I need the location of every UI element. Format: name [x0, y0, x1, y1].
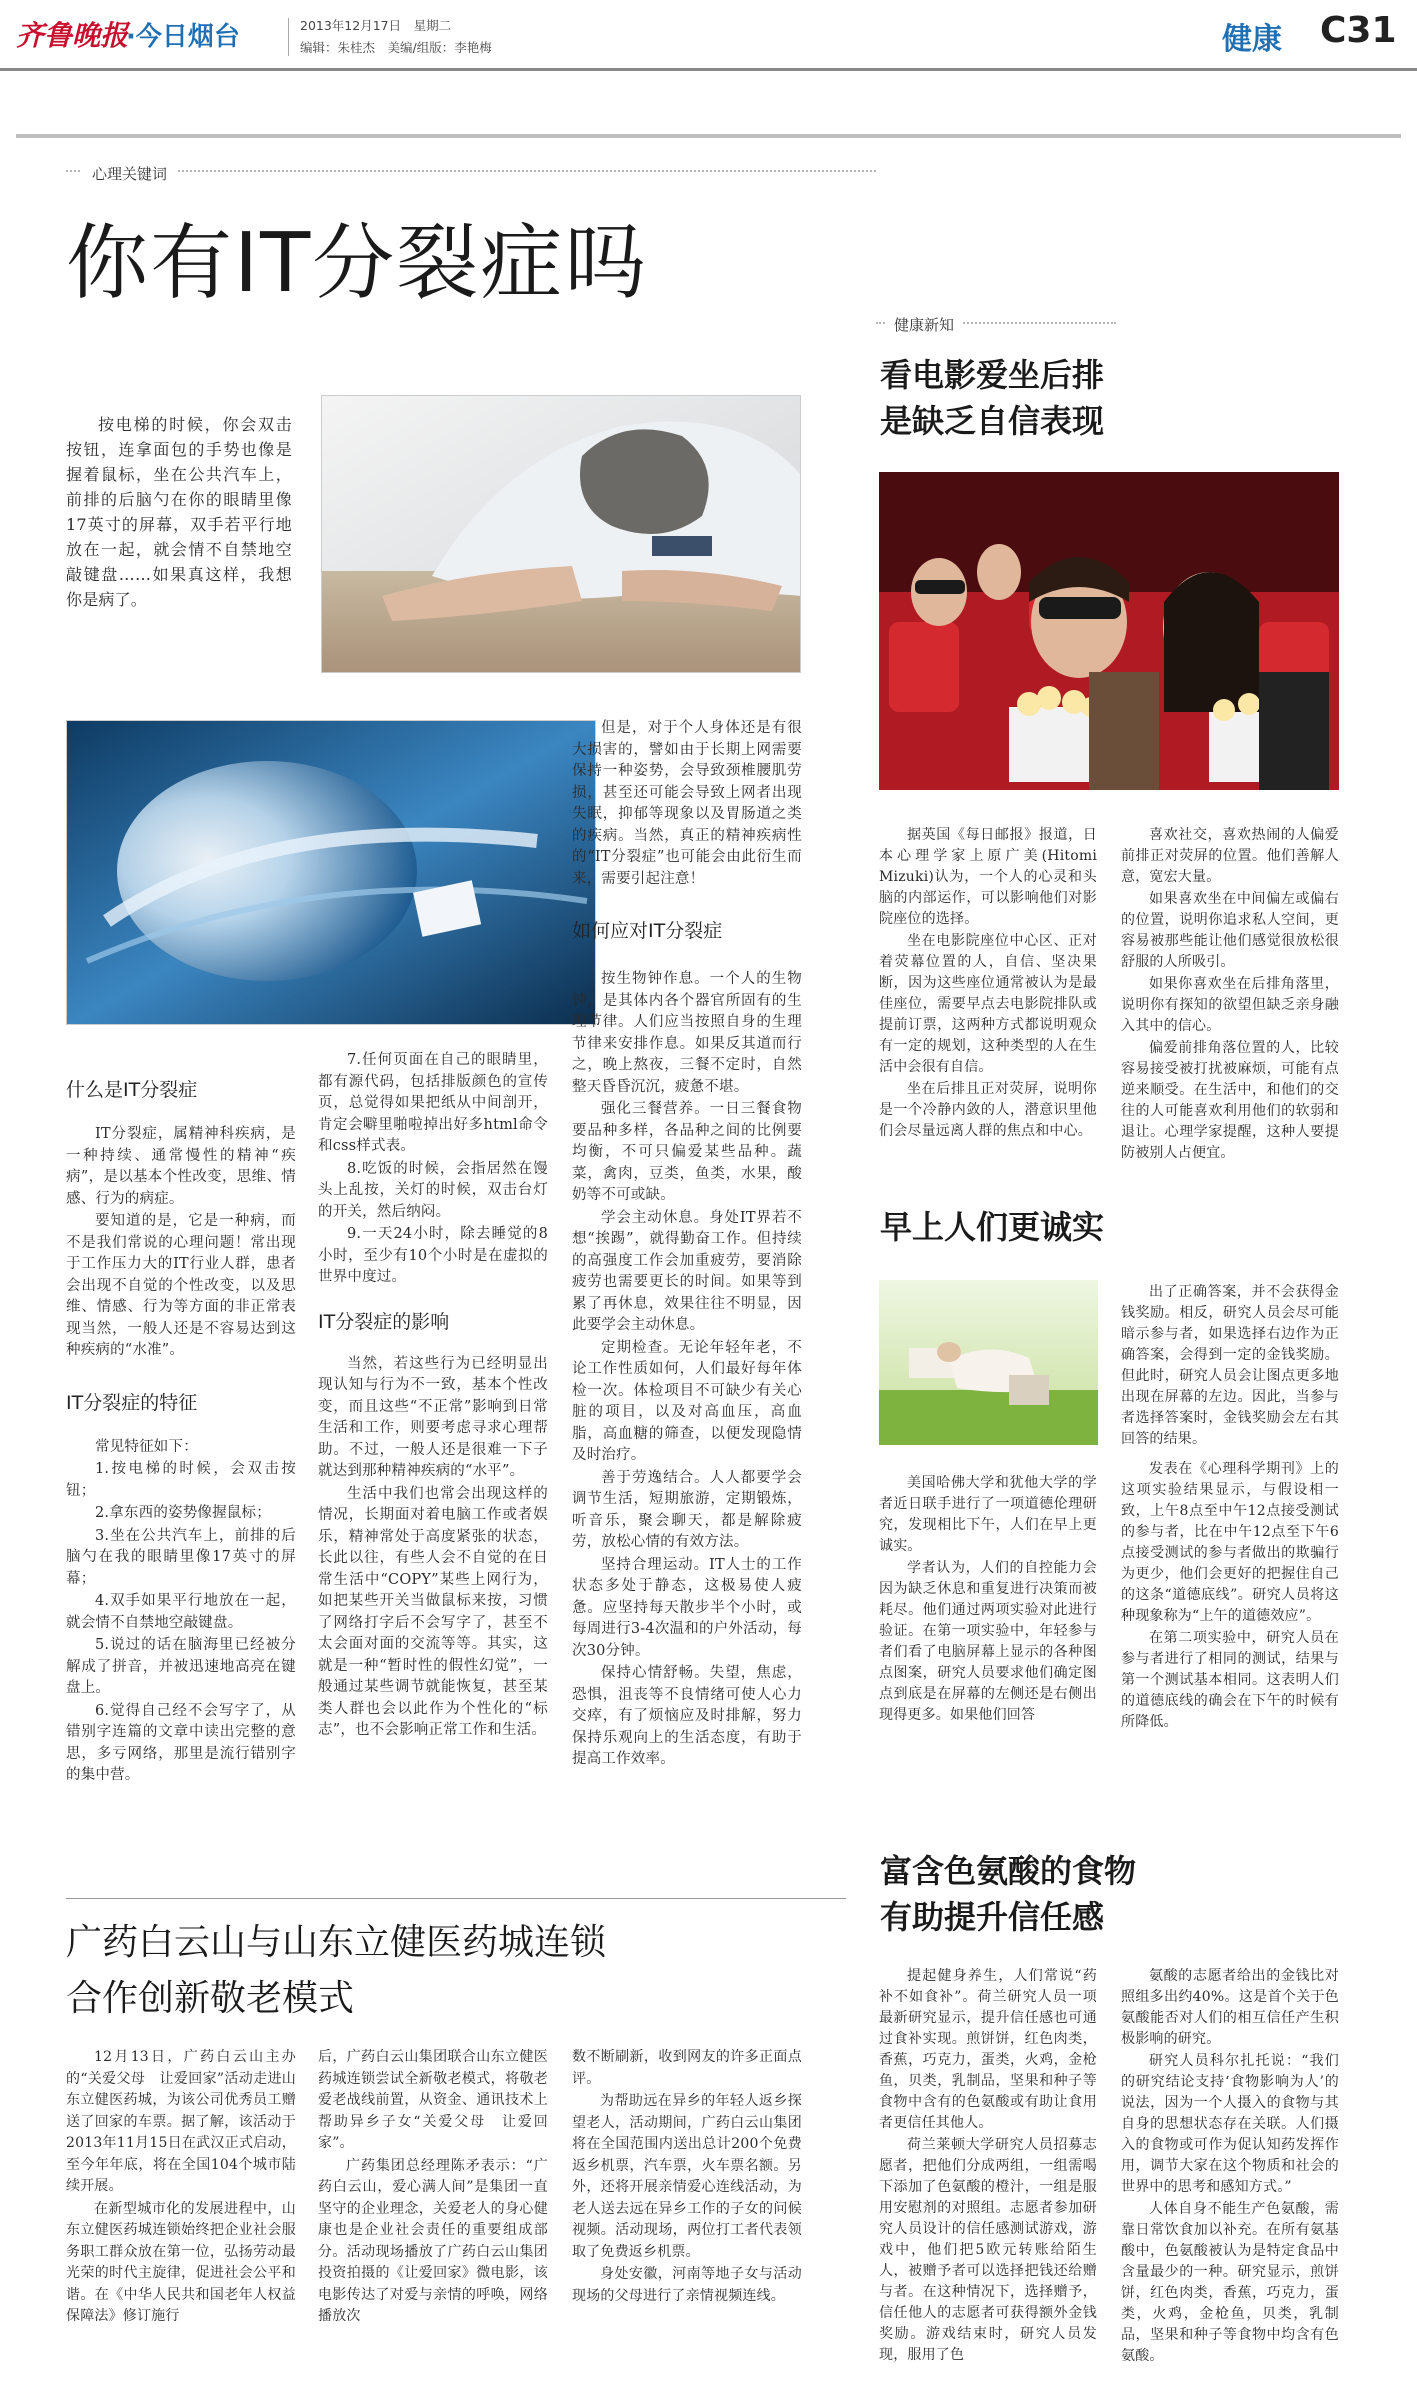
paper-name: 齐鲁晚报 — [16, 19, 129, 52]
cinema-col-right — [1121, 825, 1339, 1165]
effects-continued — [572, 718, 802, 890]
masthead-logo — [16, 14, 128, 54]
paragraph: 4.双手如果平行地放在一起，就会情不自禁地空敲键盘。 — [66, 1593, 296, 1631]
cinema-title-line-2: 是缺乏自信表现 — [880, 402, 1105, 440]
paragraph: 学者认为，人们的自控能力会因为缺乏休息和重复进行决策而被耗尽。他们通过两项实验对此进行验证。在第一项实验中，年轻参与者们看了电脑屏幕上显示的各种图点图案，研究人员要求他们确定图点到底是在屏幕的左侧还是右侧出现得更多。如果他们回答 — [879, 1560, 1097, 1723]
paragraph: 5.说过的话在脑海里已经被分解成了拼音，并被迅速地高亮在键盘上。 — [66, 1637, 296, 1696]
paragraph: 12月13日，广药白云山主办的“关爱父母 让爱回家”活动走进山东立健医药城，为该公司优秀员工赠送了回家的车票。据了解，该活动于2013年11月15日在武汉正式启动，至今年年底，将在全国104个城市陆续开展。 — [66, 2049, 296, 2194]
issue-date — [300, 16, 451, 34]
tryptophan-col-left — [879, 1966, 1097, 2367]
section-body-effects — [318, 1354, 548, 1742]
main-tag: 心理关键词 — [82, 163, 177, 184]
paragraph: 为帮助远在异乡的年轻人返乡探望老人，活动期间，广药白云山集团将在全国范围内送出总计200个免费返乡机票，汽车票，火车票名额。另外，还将开展亲情爱心连线活动，为老人送去远在异乡工作的子女的问候视频。活动现场，两位打工者代表领取了免费返乡机票。 — [572, 2093, 802, 2260]
bottom-divider — [66, 1898, 846, 1899]
paragraph: 偏爱前排角落位置的人，比较容易接受被打扰被麻烦，可能有点逆来顺受。在生活中，和他们的交往的人可能喜欢利用他们的软弱和退让。心理学家提醒，这种人要提防被别人占便宜。 — [1121, 1040, 1339, 1161]
paragraph: 发表在《心理科学期刊》上的这项实验结果显示，与假设相一致，上午8点至中午12点接受测试的参与者，比在中午12点至下午6点接受测试的参与者做出的欺骗行为更少，他们会更好的把握住自己的这条“道德底线”。研究人员将这种现象称为“上午的道德效应”。 — [1121, 1461, 1339, 1624]
paragraph: 学会主动休息。身处IT界若不想“挨踢”，就得勤奋工作。但持续的高强度工作会加重疲劳，要消除疲劳也需要更长的时间。如果等到累了再休息，效果往往不明显，因此要学会主动休息。 — [572, 1209, 802, 1333]
honesty-col-right-top — [1121, 1282, 1339, 1451]
paragraph: 坚持合理运动。IT人士的工作状态多处于静态，这极易使人疲惫。应坚持每天散步半个小时，或每周进行3-4次温和的户外活动，每次30分钟。 — [572, 1556, 802, 1659]
paragraph: 常见特征如下： — [95, 1438, 198, 1455]
tag-rule — [66, 170, 876, 172]
photo-tired-worker — [321, 395, 801, 673]
side-tag: 健康新知 — [886, 314, 962, 335]
main-col-2 — [318, 1050, 548, 1743]
cinema-title-line-1: 看电影爱坐后排 — [880, 356, 1105, 394]
designer-credit: 美编/组版：李艳梅 — [387, 40, 492, 55]
paragraph: IT分裂症，属精神科疾病，是一种持续、通常慢性的精神“疾病”，是以基本个性改变，思维、情感、行为的病症。 — [66, 1126, 296, 1207]
section-body-what — [66, 1124, 296, 1362]
paragraph: 善于劳逸结合。人人都要学会调节生活，短期旅游，定期锻炼，听音乐，聚会聊天，都是解除疲劳，放松心情的有效方法。 — [572, 1469, 802, 1550]
paragraph: 坐在电影院座位中心区、正对着荧幕位置的人，自信、坚决果断，因为这些座位通常被认为是最佳座位，需要早点去电影院排队或提前订票，这两种方式都说明观众有一定的规划，这种类型的人在生活中会很有自信。 — [879, 933, 1097, 1075]
weekday-text: 星期二 — [413, 18, 452, 33]
section-head-effects: IT分裂症的影响 — [318, 1310, 450, 1333]
section-head-what: 什么是IT分裂症 — [66, 1079, 198, 1101]
paragraph: 1.按电梯的时候，会双击按钮； — [66, 1461, 296, 1499]
paragraph: 氨酸的志愿者给出的金钱比对照组多出约40%。这是首个关于色氨酸能否对人们的相互信任产生积极影响的研究。 — [1121, 1968, 1339, 2047]
paragraph: 人体自身不能生产色氨酸，需靠日常饮食加以补充。在所有氨基酸中，色氨酸被认为是特定食品中含量最少的一种。研究显示，煎饼饼，红色肉类，香蕉，巧克力，蛋类，火鸡，金枪鱼，贝类，乳制品，坚果和种子等食物中均含有色氨酸。 — [1121, 2201, 1339, 2364]
masthead-rule-top — [0, 68, 1417, 71]
bottom-col-3 — [572, 2047, 802, 2308]
date-text: 2013年12月17日 — [300, 18, 402, 33]
paragraph: 7.任何页面在自己的眼睛里，都有源代码，包括排版颜色的宣传页，总觉得如果把纸从中间剖开，肯定会噼里啪啦掉出好多html命令和css样式表。 — [318, 1052, 548, 1154]
paragraph: 出了正确答案，并不会获得金钱奖励。相反，研究人员会尽可能暗示参与者，如果选择右边作为正确答案，会得到一定的金钱奖励。但此时，研究人员会让图点更多地出现在屏幕的左边。因此，当参与者选择答案时，金钱奖励会左右其回答的结果。 — [1121, 1284, 1339, 1447]
paragraph: 在第二项实验中，研究人员在参与者进行了相同的测试，结果与第一个测试基本相同。这表明人们的道德底线的确会在下午的时候有所降低。 — [1121, 1630, 1339, 1730]
paragraph: 美国哈佛大学和犹他大学的学者近日联手进行了一项道德伦理研究，发现相比下午，人们在早上更诚实。 — [879, 1475, 1097, 1554]
paragraph: 数不断刷新，收到网友的许多正面点评。 — [572, 2049, 802, 2087]
section-name: ·今日烟台 — [126, 22, 240, 52]
bottom-title — [66, 1915, 606, 2027]
main-col-3 — [572, 718, 802, 1772]
bottom-title-line-2: 合作创新敬老模式 — [66, 1978, 355, 2019]
paragraph: 9.一天24小时，除去睡觉的8小时，至少有10个小时是在虚拟的世界中度过。 — [318, 1226, 548, 1285]
section-body-cope — [572, 969, 802, 1771]
tryptophan-col-right — [1121, 1966, 1339, 2368]
tryptophan-title-line-1: 富含色氨酸的食物 — [880, 1852, 1137, 1890]
paragraph: 在新型城市化的发展进程中，山东立健医药城连锁始终把企业社会服务职工群众放在第一位，弘扬劳动最光荣的时代主旋律，促进社会公平和谐。在《中华人民共和国老年人权益保障法》修订施行 — [66, 2200, 296, 2324]
paragraph: 当然，若这些行为已经明显出现认知与行为不一致，基本个性改变，而且这些“不正常”影响到日常生活和工作，则要考虑寻求心理帮助。不过，一般人还是很难一下子就达到那种精神疾病的“水平”。 — [318, 1355, 548, 1479]
paragraph: 如果你喜欢坐在后排角落里，说明你有探知的欲望但缺乏亲身融入其中的信心。 — [1121, 976, 1339, 1034]
paragraph: 后，广药白云山集团联合山东立健医药城连锁尝试全新敬老模式，将敬老爱老战线前置，从资金、通讯技术上帮助异乡子女“关爱父母 让爱回家”。 — [318, 2049, 548, 2151]
section-head-cope: 如何应对IT分裂症 — [572, 920, 723, 942]
intro-text: 按电梯的时候，你会双击按钮，连拿面包的手势也像是握着鼠标，坐在公共汽车上，前排的后脑勺在你的眼睛里像17英寸的屏幕，双手若平行地放在一起，就会情不自禁地空敲键盘……如果真这样，我想你是病了。 — [66, 415, 292, 609]
paragraph: 如果喜欢坐在中间偏左或偏右的位置，说明你追求私人空间，更容易被那些能让他们感觉很放松很舒服的人所吸引。 — [1121, 891, 1339, 970]
cinema-title — [880, 352, 1104, 444]
paragraph: 8.吃饭的时候，会指居然在馒头上乱按，关灯的时候，双击台灯的开关，然后纳闷。 — [318, 1160, 548, 1220]
paragraph: 按生物钟作息。一个人的生物钟，是其体内各个器官所固有的生理节律。人们应当按照自身的生理节律来安排作息。如果反其道而行之，晚上熬夜，三餐不定时，自然整天昏昏沉沉，疲惫不堪。 — [572, 971, 802, 1095]
honesty-col-left — [879, 1473, 1097, 1727]
section-body-features — [66, 1437, 296, 1787]
paragraph: 坐在后排且正对荧屏，说明你是一个冷静内敛的人，潜意识里他们会尽量远离人群的焦点和中心。 — [879, 1081, 1097, 1139]
paragraph: 强化三餐营养。一日三餐食物要品种多样，各品种之间的比例要均衡，不可只偏爱某些品种。蔬菜，禽肉，豆类，鱼类，水果，酸奶等不可或缺。 — [572, 1101, 802, 1203]
paragraph: 据英国《每日邮报》报道，日本心理学家上原广美(Hitomi Mizuki)认为，一个人的心灵和头脑的内部运作，可以影响他们对影院座位的选择。 — [879, 827, 1097, 927]
bottom-title-line-1: 广药白云山与山东立健医药城连锁 — [66, 1922, 607, 1963]
tryptophan-title — [880, 1848, 1136, 1940]
masthead-divider — [288, 18, 289, 56]
masthead-rule — [16, 134, 1401, 138]
main-intro — [66, 412, 292, 613]
paragraph: 保持心情舒畅。失望，焦虑，恐惧，沮丧等不良情绪可使人心力交瘁，有了烦恼应及时排解，努力保持乐观向上的生活态度，有助于提高工作效率。 — [572, 1665, 802, 1767]
photo-cinema-audience — [879, 472, 1339, 790]
paragraph: 要知道的是，它是一种病，而不是我们常说的心理问题！常出现于工作压力大的IT行业人群，患者会出现不自觉的个性改变，以及思维、情感、行为等方面的非正常表现当然，一般人还是不容易达到这种疾病的“水准”。 — [66, 1213, 296, 1358]
paragraph: 生活中我们也常会出现这样的情况，长期面对着电脑工作或者娱乐，精神常处于高度紧张的状态，长此以往，有些人会不自觉的在日常生活中“COPY”某些上网行为，如把某些开关当做鼠标来按，习惯了网络打字后不会写字了，甚至不太会面对面的交流等等。其实，这就是一种“暂时性的假性幻觉”，一般通过某些调节就能恢复，甚至某类人群也会以此作为个性化的“标志”，也不会影响正常工作和生活。 — [318, 1485, 548, 1738]
page-number: C31 — [1320, 10, 1397, 51]
paragraph: 研究人员科尔扎托说：“我们的研究结论支持‘食物影响为人’的说法，因为一个人摄入的食物与其自身的思想状态存在关联。人们摄入的食物或可作为促认知药发挥作用，调节大家在这个物质和社会的世界中的思考和感知方式。” — [1121, 2053, 1339, 2195]
paragraph: 定期检查。无论年轻年老，不论工作性质如何，人们最好每年体检一次。体检项目不可缺少有关心脏的项目，以及对高血压，高血脂，高血糖的筛查，以便发现隐情及时治疗。 — [572, 1339, 802, 1463]
column-name: 健康 — [1222, 22, 1282, 57]
paragraph: 喜欢社交，喜欢热闹的人偏爱前排正对荧屏的位置。他们善解人意，宽宏大量。 — [1121, 827, 1339, 885]
paragraph: 但是，对于个人身体还是有很大损害的，譬如由于长期上网需要保持一种姿势，会导致颈椎腰肌劳损，甚至还可能会导致上网者出现失眠，抑郁等现象以及胃肠道之类的疾病。当然，真正的精神疾病性的“IT分裂症”也可能会由此衍生而来，需要引起注意！ — [572, 720, 802, 887]
paragraph: 6.觉得自己经不会写字了，从错别字连篇的文章中读出完整的意思，多亏网络，那里是流行错别字的集中营。 — [66, 1702, 296, 1783]
masthead — [0, 0, 1417, 135]
editor-credit: 编辑：朱桂杰 — [300, 40, 376, 55]
paragraph: 荷兰莱顿大学研究人员招募志愿者，把他们分成两组，一组需喝下添加了色氨酸的橙汁，一组是服用安慰剂的对照组。志愿者参加研究人员设计的信任感测试游戏，游戏中，他们把5欧元转账给陌生人，被赠予者可以选择把钱还给赠与者。在这种情况下，选择赠予，信任他人的志愿者可获得额外金钱奖励。游戏结束时，研究人员发现，服用了色 — [879, 2137, 1097, 2363]
tryptophan-title-line-2: 有助提升信任感 — [880, 1898, 1105, 1936]
cinema-col-left — [879, 825, 1097, 1143]
section-head-features: IT分裂症的特征 — [66, 1391, 198, 1414]
photo-sleeping-woman — [879, 1280, 1098, 1445]
main-col-1 — [66, 1075, 296, 1788]
paragraph: 提起健身养生，人们常说“药补不如食补”。荷兰研究人员一项最新研究显示，提升信任感也可通过食补实现。煎饼饼，红色肉类，香蕉，巧克力，蛋类，火鸡，金枪鱼，贝类，乳制品，坚果和种子等食物中含有的色氨酸或有助让食用者更信任其他人。 — [879, 1968, 1097, 2131]
paragraph: 2.拿东西的姿势像握鼠标； — [95, 1505, 271, 1521]
honesty-col-right — [1121, 1459, 1339, 1734]
photo-digital-globe — [66, 720, 596, 1025]
credits — [300, 38, 492, 56]
bottom-col-2 — [318, 2047, 548, 2329]
bottom-col-1 — [66, 2047, 296, 2329]
paragraph: 3.坐在公共汽车上，前排的后脑勺在我的眼睛里像17英寸的屏幕； — [66, 1527, 296, 1587]
honesty-title: 早上人们更诚实 — [880, 1208, 1105, 1246]
features-continued — [318, 1050, 548, 1289]
main-title: 你有IT分裂症吗 — [66, 216, 649, 311]
paragraph: 广药集团总经理陈矛表示：“广药白云山，爱心满人间”是集团一直坚守的企业理念，关爱老人的身心健康也是企业社会责任的重要组成部分。活动现场播放了广药白云山集团投资拍摄的《让爱回家》微电影，该电影传达了对爱与亲情的呼唤，网络播放次 — [318, 2157, 548, 2324]
paragraph: 身处安徽，河南等地子女与活动现场的父母进行了亲情视频连线。 — [572, 2266, 802, 2304]
